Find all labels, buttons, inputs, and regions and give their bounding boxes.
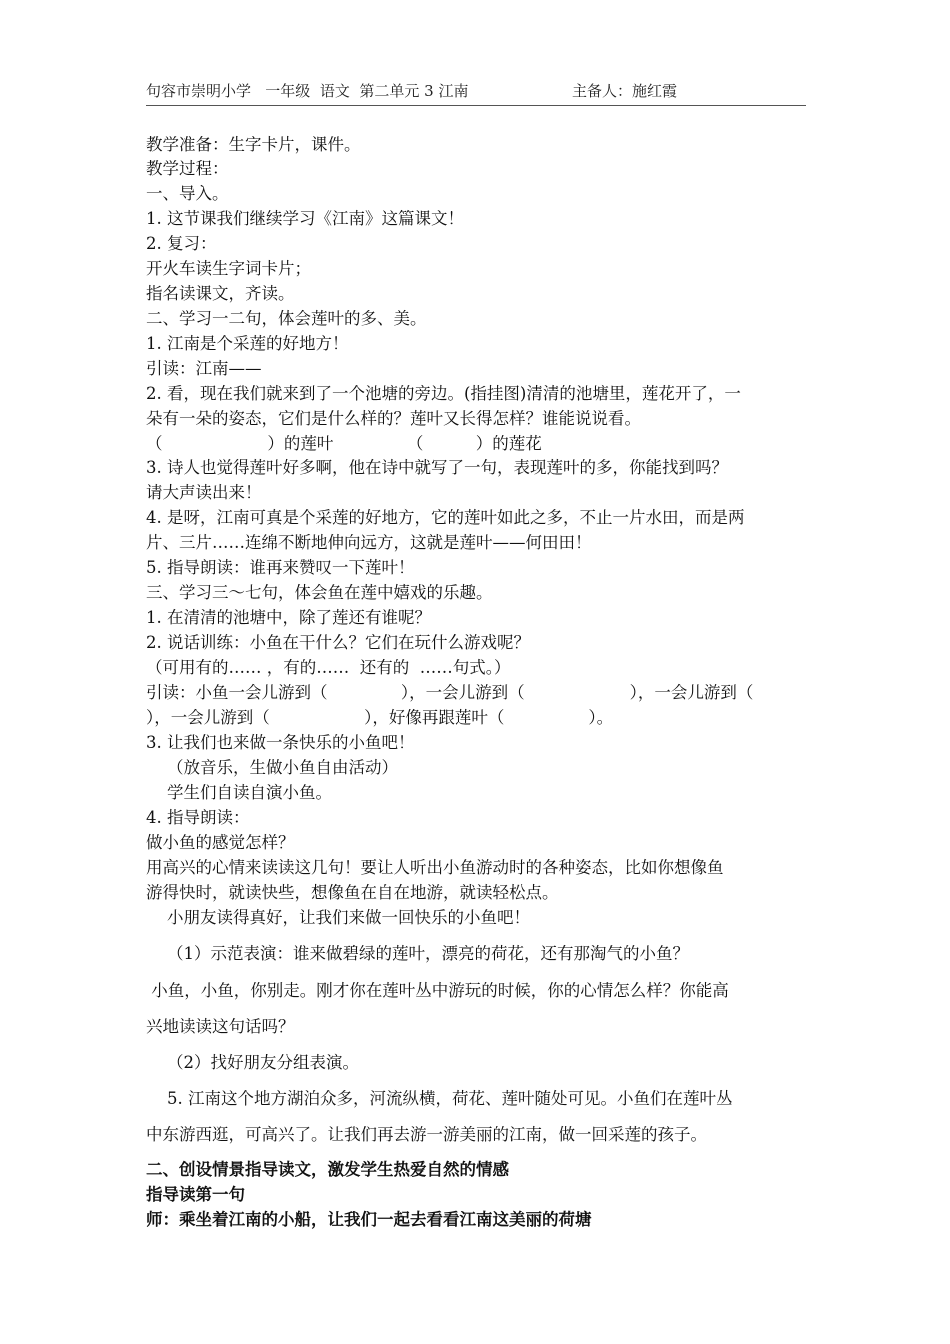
text-line: 用高兴的心情来读读这几句！要让人听出小鱼游动时的各种姿态，比如你想像鱼: [146, 858, 724, 877]
text-line: 引读：江南——: [146, 359, 262, 378]
header-left: 句容市崇明小学 一年级 语文 第二单元 3 江南: [146, 82, 469, 100]
bold-heading: 二、创设情景指导读文，激发学生热爱自然的情感: [146, 1160, 509, 1179]
text-line: 2. 说话训练：小鱼在干什么？它们在玩什么游戏呢？: [146, 633, 530, 652]
bold-heading: 指导读第一句: [146, 1185, 245, 1204]
fill-blank-line: 引读：小鱼一会儿游到（ ），一会儿游到（ ），一会儿游到（: [146, 683, 754, 702]
text-line: 小鱼，小鱼，你别走。刚才你在莲叶丛中游玩的时候，你的心情怎么样？你能高: [146, 981, 729, 1000]
text-line: （1）示范表演：谁来做碧绿的莲叶，漂亮的荷花，还有那淘气的小鱼？: [146, 944, 689, 963]
text-line: 3. 让我们也来做一条快乐的小鱼吧！: [146, 733, 415, 752]
text-line: 请大声读出来！: [146, 483, 262, 502]
text-line: 兴地读读这句话吗？: [146, 1017, 295, 1036]
text-line: 片、三片……连绵不断地伸向远方，这就是莲叶——何田田！: [146, 533, 592, 552]
text-line: 教学准备：生字卡片，课件。: [146, 135, 361, 154]
text-line: 4. 是呀，江南可真是个采莲的好地方，它的莲叶如此之多，不止一片水田，而是两: [146, 508, 745, 527]
text-line: 3. 诗人也觉得莲叶好多啊，他在诗中就写了一句，表现莲叶的多，你能找到吗？: [146, 458, 728, 477]
text-line: 2. 看，现在我们就来到了一个池塘的旁边。(指挂图)清清的池塘里，莲花开了，一: [146, 384, 741, 403]
text-line: （放音乐，生做小鱼自由活动）: [146, 758, 398, 777]
bold-heading: 师：乘坐着江南的小船，让我们一起去看看江南这美丽的荷塘: [146, 1210, 592, 1229]
text-line: 开火车读生字词卡片；: [146, 259, 311, 278]
text-line: 游得快时，就读快些，想像鱼在自在地游，就读轻松点。: [146, 883, 559, 902]
text-line: 1. 这节课我们继续学习《江南》这篇课文！: [146, 209, 464, 228]
text-line: 4. 指导朗读：: [146, 808, 250, 827]
header-right: 主备人：施红霞: [572, 82, 678, 100]
fill-blank-line: （ ）的莲叶 （ ）的莲花: [146, 434, 542, 453]
text-line: 5. 指导朗读：谁再来赞叹一下莲叶！: [146, 558, 415, 577]
fill-blank-line: ），一会儿游到（ ），好像再跟莲叶（ ）。: [146, 708, 614, 727]
text-line: （2）找好朋友分组表演。: [146, 1053, 359, 1072]
text-line: 1. 在清清的池塘中，除了莲还有谁呢？: [146, 608, 431, 627]
section-heading: 一、导入。: [146, 184, 229, 203]
text-line: 5. 江南这个地方湖泊众多，河流纵横，荷花、莲叶随处可见。小鱼们在莲叶丛: [146, 1089, 733, 1108]
text-line: 1. 江南是个采莲的好地方！: [146, 334, 349, 353]
text-line: 教学过程：: [146, 159, 229, 178]
text-line: 学生们自读自演小鱼。: [146, 783, 332, 802]
text-line: 小朋友读得真好，让我们来做一回快乐的小鱼吧！: [146, 908, 530, 927]
page-header: [146, 80, 806, 106]
section-heading: 二、学习一二句，体会莲叶的多、美。: [146, 309, 427, 328]
text-line: 指名读课文，齐读。: [146, 284, 295, 303]
text-line: 中东游西逛，可高兴了。让我们再去游一游美丽的江南，做一回采莲的孩子。: [146, 1125, 707, 1144]
text-line: 2. 复习：: [146, 234, 217, 253]
text-line: （可用有的…… ，有的…… 还有的 ……句式。）: [146, 658, 511, 677]
section-heading: 三、学习三～七句，体会鱼在莲中嬉戏的乐趣。: [146, 583, 493, 602]
text-line: 做小鱼的感觉怎样？: [146, 833, 295, 852]
text-line: 朵有一朵的姿态，它们是什么样的？莲叶又长得怎样？谁能说说看。: [146, 409, 641, 428]
